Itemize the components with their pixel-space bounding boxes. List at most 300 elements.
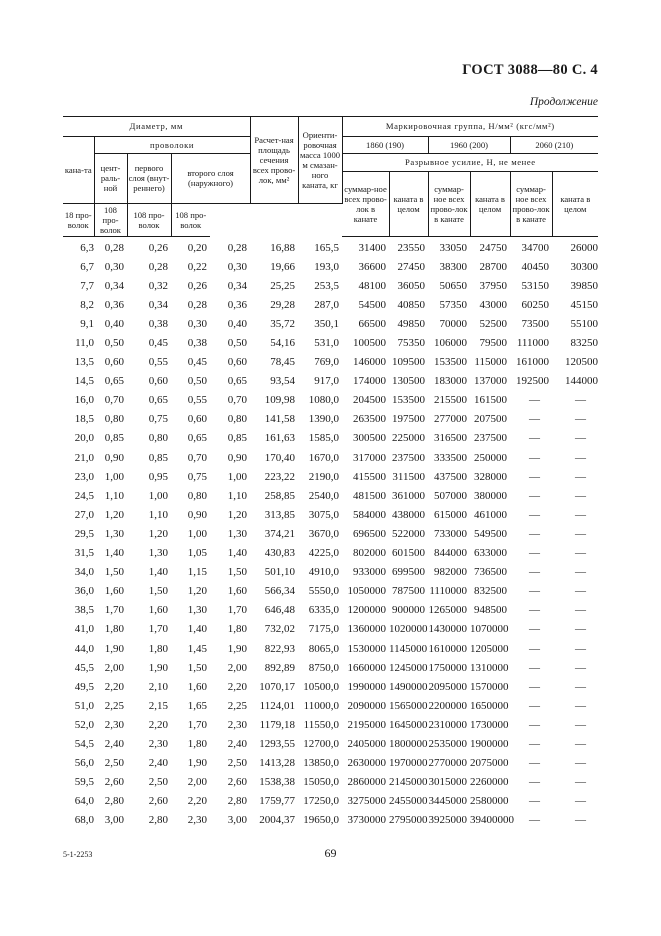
table-cell: 300500 [353,432,386,445]
table-cell: 2310000 [428,718,467,731]
table-cell: 822,93 [264,642,295,655]
table-cell: 170,40 [264,451,295,464]
table-row [63,372,598,391]
table-cell: 1,40 [187,623,207,636]
table-cell: 9,1 [80,317,94,330]
table-cell: 237500 [392,451,425,464]
table-cell: 2200000 [428,699,467,712]
table-cell: 43000 [479,298,507,311]
table-cell: 0,28 [104,241,124,254]
table-cell: 0,40 [104,317,124,330]
table-cell: 2095000 [428,680,467,693]
table-cell: 2,20 [227,680,247,693]
table-cell: — [529,661,540,674]
table-cell: 0,70 [227,394,247,407]
table-cell: 39400000 [470,814,514,827]
area-header: Расчет-ная площадь сечения всех прово-лок, мм² [250,117,298,203]
table-cell: 3,00 [104,814,124,827]
table-cell: 21,0 [74,451,94,464]
table-cell: 1110000 [429,585,467,598]
table-cell: 0,30 [187,317,207,330]
table-cell: 1530000 [347,642,386,655]
mass-header: Ориенти-ровочная масса 1000 м смазан-ного каната, кг [298,117,342,203]
table-row [63,715,598,734]
table-row [63,601,598,620]
table-cell: 0,55 [148,356,168,369]
table-cell: 8750,0 [308,661,339,674]
table-cell: 2,40 [104,737,124,750]
table-cell: 316500 [434,432,467,445]
table-row [63,754,598,773]
table-cell: 0,34 [104,279,124,292]
table-cell: 0,90 [104,451,124,464]
table-cell: 0,65 [187,432,207,445]
sum-wires-header: суммар-ное всех прово-лок в канате [342,171,389,236]
table-cell: 933000 [353,566,386,579]
table-cell: 1,00 [187,527,207,540]
table-cell: 1,65 [187,699,207,712]
table-cell: 223,22 [264,470,295,483]
table-cell: 287,0 [314,298,339,311]
table-cell: 0,70 [104,394,124,407]
table-cell: 699500 [392,566,425,579]
table-cell: — [529,489,540,502]
table-cell: 0,22 [187,260,207,273]
table-cell: 7175,0 [308,623,339,636]
first-layer-header: первого слоя (внут-реннего) [127,153,171,203]
table-cell: 2860000 [347,776,386,789]
table-cell: 313,85 [264,508,295,521]
table-cell: 40450 [521,260,549,273]
table-cell: 633000 [474,547,507,560]
table-cell: 1,10 [148,508,168,521]
table-cell: 1,90 [104,642,124,655]
table-cell: 1050000 [347,585,386,598]
table-cell: 2580000 [470,795,509,808]
table-cell: 1538,38 [259,776,295,789]
table-cell: 1,30 [187,604,207,617]
table-cell: — [575,661,586,674]
table-cell: 1,00 [227,470,247,483]
table-cell: 437500 [434,470,467,483]
table-cell: — [575,508,586,521]
table-cell: 1,20 [148,527,168,540]
table-row [63,295,598,314]
wires-108-header: 108 про-волок [171,203,210,236]
table-cell: 153500 [434,356,467,369]
table-cell: 225000 [392,432,425,445]
table-cell: 1,90 [148,661,168,674]
table-cell: 2,30 [187,814,207,827]
table-cell: — [529,680,540,693]
grade-1960: 1960 (200) [428,136,510,153]
table-cell: — [529,527,540,540]
table-cell: — [529,432,540,445]
table-cell: 802000 [353,547,386,560]
table-row [63,257,598,276]
table-cell: 2,00 [227,661,247,674]
table-cell: 2,60 [104,776,124,789]
table-cell: 36050 [397,279,425,292]
table-cell: 0,60 [148,375,168,388]
table-cell: 0,80 [104,413,124,426]
table-cell: 2,40 [227,737,247,750]
table-cell: 0,85 [227,432,247,445]
table-cell: 215500 [434,394,467,407]
table-cell: — [529,814,540,827]
table-cell: 1,10 [227,489,247,502]
table-cell: 54500 [358,298,386,311]
table-row [63,505,598,524]
wires-header: проволоки [94,136,250,153]
table-cell: 100500 [353,337,386,350]
table-cell: 1,40 [148,566,168,579]
table-cell: 54,16 [270,337,295,350]
table-cell: 0,65 [148,394,168,407]
table-cell: 120500 [565,356,598,369]
table-cell: 2090000 [347,699,386,712]
table-cell: 48100 [358,279,386,292]
table-cell: 1,30 [104,527,124,540]
table-cell: 130500 [392,375,425,388]
table-cell: 18,5 [74,413,94,426]
table-cell: 1900000 [470,737,509,750]
table-cell: 1265000 [428,604,467,617]
data-table [63,238,598,830]
table-cell: 2630000 [347,757,386,770]
table-cell: 2,00 [104,661,124,674]
table-cell: 1070000 [470,623,509,636]
table-cell: 109,98 [264,394,295,407]
table-cell: 1490000 [389,680,428,693]
table-cell: 461000 [474,508,507,521]
table-cell: 55100 [570,317,598,330]
table-cell: 0,38 [187,337,207,350]
table-cell: 49850 [397,317,425,330]
table-cell: 1,80 [104,623,124,636]
table-cell: 1970000 [389,757,428,770]
table-cell: 204500 [353,394,386,407]
table-cell: 5550,0 [308,585,339,598]
table-cell: — [575,623,586,636]
table-cell: 1310000 [470,661,509,674]
table-cell: 1,00 [104,470,124,483]
table-cell: — [575,432,586,445]
table-cell: 0,95 [148,470,168,483]
table-row [63,658,598,677]
table-cell: 0,85 [104,432,124,445]
table-cell: 0,34 [148,298,168,311]
table-cell: 1145000 [389,642,428,655]
table-cell: 19,66 [270,260,295,273]
table-cell: 3,00 [227,814,247,827]
table-cell: 1610000 [428,642,467,655]
table-row [63,544,598,563]
table-cell: 1585,0 [308,432,339,445]
table-cell: — [529,718,540,731]
table-cell: — [575,737,586,750]
table-cell: 1413,28 [259,757,295,770]
table-cell: 1,30 [148,547,168,560]
table-cell: 844000 [434,547,467,560]
breaking-force-header: Разрывное усилие, Н, не менее [342,153,598,171]
page-number: 69 [324,846,337,860]
table-cell: 1020000 [389,623,428,636]
table-cell: 2,80 [227,795,247,808]
table-cell: 0,55 [187,394,207,407]
table-cell: 64,0 [74,795,94,808]
table-cell: 1,40 [104,547,124,560]
table-row [63,734,598,753]
table-cell: 1,70 [227,604,247,617]
table-row [63,429,598,448]
grade-1860: 1860 (190) [342,136,428,153]
table-cell: 0,65 [227,375,247,388]
table-cell: 736500 [474,566,507,579]
table-cell: 0,34 [227,279,247,292]
table-cell: 769,0 [314,356,339,369]
table-cell: 52500 [479,317,507,330]
table-cell: 25,25 [270,279,295,292]
table-cell: 192500 [516,375,549,388]
table-cell: — [529,413,540,426]
table-cell: 0,20 [187,241,207,254]
table-cell: 207500 [474,413,507,426]
table-cell: 982000 [434,566,467,579]
table-cell: 1124,01 [259,699,295,712]
table-row [63,792,598,811]
table-cell: — [575,795,586,808]
table-cell: 1,20 [187,585,207,598]
table-cell: 1990000 [347,680,386,693]
table-cell: — [575,470,586,483]
table-cell: 0,28 [227,241,247,254]
table-cell: 1570000 [470,680,509,693]
table-row [63,410,598,429]
table-cell: 2535000 [428,737,467,750]
table-cell: 438000 [392,508,425,521]
rope-diameter-header: кана-та [63,136,94,203]
print-code: 5-1-2253 [63,850,93,859]
table-cell: 0,70 [187,451,207,464]
table-cell: — [575,699,586,712]
table-cell: 24,5 [74,489,94,502]
table-cell: 1,20 [227,508,247,521]
table-cell: 787500 [392,585,425,598]
table-cell: 27450 [397,260,425,273]
table-row [63,314,598,333]
table-cell: — [529,776,540,789]
table-cell: 70000 [439,317,467,330]
table-cell: 31400 [358,241,386,254]
table-cell: 1,30 [227,527,247,540]
table-cell: 0,75 [187,470,207,483]
table-cell: 24750 [479,241,507,254]
table-cell: 615000 [434,508,467,521]
table-cell: 2260000 [470,776,509,789]
table-cell: 328000 [474,470,507,483]
table-cell: 34,0 [74,566,94,579]
table-cell: 0,60 [104,356,124,369]
table-cell: 4225,0 [308,547,339,560]
table-row [63,582,598,601]
table-cell: 0,50 [227,337,247,350]
table-row [63,773,598,792]
table-cell: — [529,394,540,407]
table-cell: 106000 [434,337,467,350]
table-cell: 917,0 [314,375,339,388]
grade-2060: 2060 (210) [510,136,598,153]
table-cell: — [529,547,540,560]
table-cell: — [529,699,540,712]
table-cell: 0,28 [187,298,207,311]
table-cell: 11550,0 [303,718,339,731]
table-cell: — [529,795,540,808]
table-cell: 1,60 [104,585,124,598]
table-cell: 23,0 [74,470,94,483]
table-cell: 2,10 [148,680,168,693]
table-cell: 531,0 [314,337,339,350]
table-cell: 317000 [353,451,386,464]
table-cell: 2,25 [104,699,124,712]
table-cell: 3925000 [428,814,467,827]
table-cell: 2145000 [389,776,428,789]
table-cell: 1565000 [389,699,428,712]
table-cell: 40850 [397,298,425,311]
table-cell: 0,38 [148,317,168,330]
table-cell: 0,30 [227,260,247,273]
table-cell: — [529,508,540,521]
wires-108-header: 108 про-волок [127,203,171,236]
table-cell: 2190,0 [308,470,339,483]
table-cell: 2,20 [148,718,168,731]
table-cell: 75350 [397,337,425,350]
table-cell: 1,50 [227,566,247,579]
table-row [63,677,598,696]
table-cell: 2,40 [148,757,168,770]
table-cell: 1200000 [347,604,386,617]
table-cell: 6,7 [80,260,94,273]
table-cell: 2455000 [389,795,428,808]
table-cell: 1,60 [148,604,168,617]
table-cell: 50650 [439,279,467,292]
table-cell: 0,40 [227,317,247,330]
table-row [63,620,598,639]
table-cell: 277000 [434,413,467,426]
table-cell: 696500 [353,527,386,540]
table-cell: 153500 [392,394,425,407]
table-cell: 250000 [474,451,507,464]
table-cell: 13850,0 [303,757,339,770]
table-cell: 19650,0 [303,814,339,827]
table-cell: 1730000 [470,718,509,731]
table-cell: 161000 [516,356,549,369]
table-cell: 374,21 [264,527,295,540]
table-cell: 1,80 [227,623,247,636]
table-row [63,448,598,467]
table-cell: 23550 [397,241,425,254]
table-cell: 38,5 [74,604,94,617]
table-cell: 52,0 [74,718,94,731]
table-cell: 12700,0 [303,737,339,750]
table-cell: 161,63 [264,432,295,445]
table-cell: 31,5 [74,547,94,560]
table-cell: 1,10 [104,489,124,502]
table-cell: — [575,814,586,827]
table-cell: 2,80 [148,814,168,827]
table-cell: 6335,0 [308,604,339,617]
table-cell: 2405000 [347,737,386,750]
table-cell: 2,25 [227,699,247,712]
table-cell: 60250 [521,298,549,311]
table-cell: 35,72 [270,317,295,330]
table-cell: 0,60 [227,356,247,369]
table-cell: 1670,0 [308,451,339,464]
table-cell: 1205000 [470,642,509,655]
table-cell: 161500 [474,394,507,407]
table-cell: 1,40 [227,547,247,560]
table-cell: 732,02 [264,623,295,636]
table-cell: 34700 [521,241,549,254]
table-cell: 115000 [474,356,507,369]
table-cell: 2,00 [187,776,207,789]
table-cell: 1245000 [389,661,428,674]
table-cell: 174000 [353,375,386,388]
table-cell: 56,0 [74,757,94,770]
table-cell: 430,83 [264,547,295,560]
table-cell: — [575,585,586,598]
table-cell: 0,32 [148,279,168,292]
table-cell: 2,50 [104,757,124,770]
table-cell: 892,89 [264,661,295,674]
table-cell: 59,5 [74,776,94,789]
table-cell: 0,36 [104,298,124,311]
table-cell: 2,50 [148,776,168,789]
table-cell: 1,50 [148,585,168,598]
table-cell: 948500 [474,604,507,617]
table-cell: 0,26 [148,241,168,254]
table-cell: 3445000 [428,795,467,808]
table-cell: — [529,451,540,464]
table-row [63,563,598,582]
table-row [63,639,598,658]
standard-title: ГОСТ 3088—80 С. 4 [462,62,598,78]
table-cell: 2770000 [428,757,467,770]
table-cell: 1080,0 [308,394,339,407]
table-cell: 1,60 [187,680,207,693]
table-cell: 2,50 [227,757,247,770]
table-cell: 0,50 [104,337,124,350]
table-cell: 832500 [474,585,507,598]
table-cell: 111000 [516,337,549,350]
table-cell: — [575,489,586,502]
table-cell: 20,0 [74,432,94,445]
table-cell: 1,45 [187,642,207,655]
table-cell: 1070,17 [259,680,295,693]
table-cell: 0,28 [148,260,168,273]
table-cell: 2075000 [470,757,509,770]
table-cell: 2,20 [104,680,124,693]
table-cell: 49,5 [74,680,94,693]
table-cell: 3075,0 [308,508,339,521]
table-cell: 4910,0 [308,566,339,579]
table-cell: — [575,451,586,464]
table-cell: 566,34 [264,585,295,598]
table-cell: 1800000 [389,737,428,750]
table-cell: — [529,604,540,617]
table-row [63,238,598,257]
table-cell: 2195000 [347,718,386,731]
